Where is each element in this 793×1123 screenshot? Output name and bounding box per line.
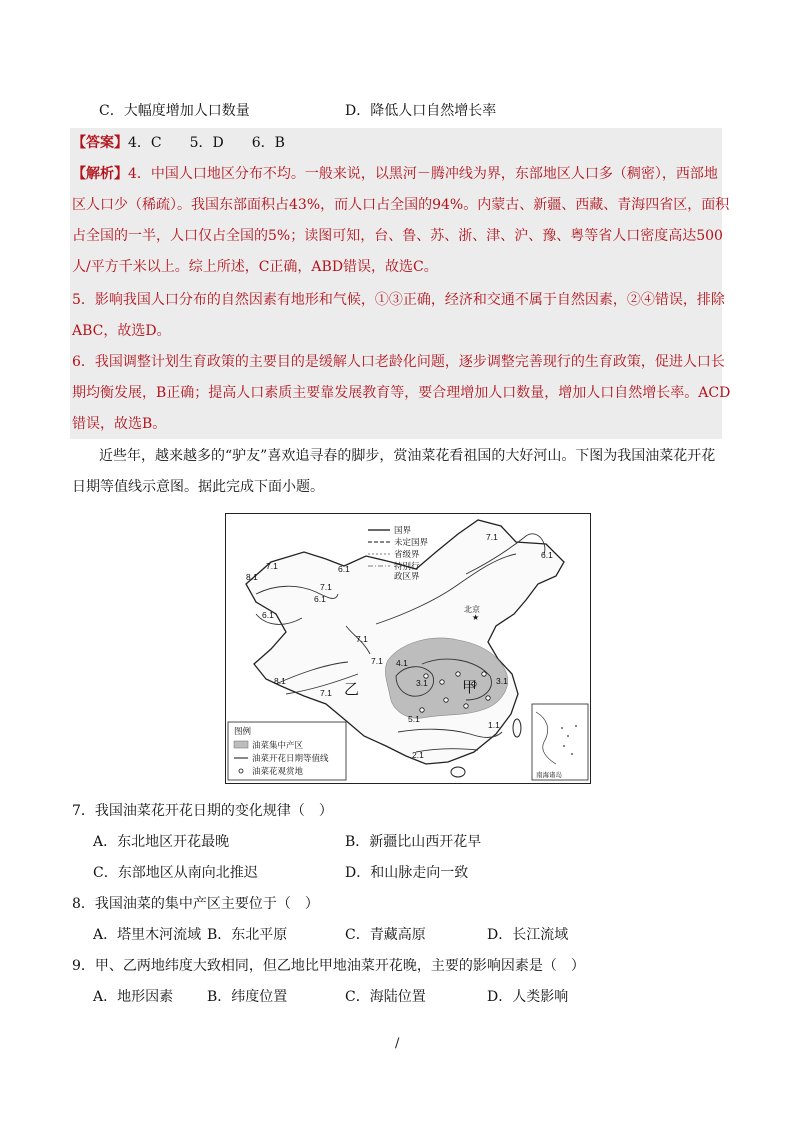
viewing-spot [440,680,444,684]
isoline-label: 8.1 [274,676,286,686]
viewing-spot [444,698,448,702]
analysis-p5-line2: ABC，故选D。 [72,323,171,339]
answer-tag: 【答案】 [72,135,128,151]
inset-island [567,735,569,737]
analysis-p5-line1: 5．影响我国人口分布的自然因素有地形和气候，①③正确，经济和交通不属于自然因素，②④错误，排除 [72,292,725,308]
analysis-tag: 【解析】 [72,166,128,182]
isoline-label: 8.1 [246,572,258,582]
viewing-spot [482,672,486,676]
question-9-stem: 9．甲、乙两地纬度大致相同，但乙地比甲地油菜开花晚，主要的影响因素是（ ） [72,958,585,974]
q9-option-d[interactable]: D．人类影响 [487,989,569,1005]
inset-island [575,725,577,727]
answer-line [72,128,285,158]
map-svg [226,514,590,783]
isoline-label: 7.1 [486,532,498,542]
intro-line-2: 日期等值线示意图。据此完成下面小题。 [72,479,324,495]
page-number: / [395,1036,400,1051]
inset-island [563,745,565,747]
label-yi: 乙 [344,680,360,698]
rapeseed-bloom-map [225,513,591,784]
q7-option-c[interactable]: C．东部地区从南向北推迟 [93,865,258,881]
viewing-spot [456,672,460,676]
analysis-p4-line2: 区人口少（稀疏）。我国东部面积占43%，而人口占全国的94%。内蒙古、新疆、西藏、青海四省区，面积 [72,197,730,213]
isoline-label: 2.1 [412,750,424,760]
inset-label: 南海诸岛 [536,772,562,779]
legend-production-area: 油菜集中产区 [252,740,304,750]
question-8-stem: 8．我国油菜的集中产区主要位于（ ） [72,896,319,912]
analysis-p4-line3: 占全国的一半，人口仅占全国的5%；读图可知，台、鲁、苏、浙、津、沪、豫、粤等省人口密度高达500 [72,228,723,244]
legend-special: 特别行 [394,561,420,571]
viewing-spot [420,708,424,712]
legend-provincial-border: 省级界 [394,549,420,559]
label-jia: 甲 [462,678,478,696]
isoline-label: 1.1 [488,720,500,730]
q8-option-b[interactable]: B．东北平原 [207,927,288,943]
question-7-stem: 7．我国油菜花开花日期的变化规律（ ） [72,803,333,819]
taiwan-island [513,719,521,737]
isoline-label: 6.1 [314,594,326,604]
isoline-label: 7.1 [266,561,278,571]
isoline-label: 3.1 [496,676,508,686]
hainan-island [451,767,465,777]
analysis-p4-line4: 人/平方千米以上。综上所述，C正确，ABD错误，故选C。 [72,259,438,275]
isoline-label: 7.1 [320,688,332,698]
beijing-label: 北京 [464,605,480,614]
q8-option-a[interactable]: A．塔里木河流域 [93,927,202,943]
isoline-label: 7.1 [371,656,383,666]
legend-swatch-area [234,741,248,748]
viewing-spot [424,674,428,678]
isoline-label: 3.1 [416,678,428,688]
option-d-top: D．降低人口自然增长率 [345,103,497,119]
viewing-spot [486,696,490,700]
isoline-label: 6.1 [541,550,553,560]
analysis-line-1 [72,159,718,189]
q8-option-d[interactable]: D．长江流域 [487,927,569,943]
inset-island [561,727,563,729]
isoline-label: 6.1 [262,610,274,620]
q7-option-a[interactable]: A．东北地区开花最晚 [93,834,230,850]
q9-option-b[interactable]: B．纬度位置 [207,989,288,1005]
legend-isoline: 油菜开花日期等值线 [252,753,329,763]
legend-viewing-spot: 油菜花观赏地 [252,766,304,776]
capital-star-icon: ★ [472,613,480,622]
analysis-p6-line3: 错误，故选B。 [72,416,167,432]
legend-national-border: 国界 [394,525,412,535]
q7-option-d[interactable]: D．和山脉走向一致 [345,865,469,881]
inset-island [571,753,573,755]
option-c-top: C．大幅度增加人口数量 [99,103,250,119]
q9-option-a[interactable]: A．地形因素 [93,989,174,1005]
analysis-p6-line1: 6．我国调整计划生育政策的主要目的是缓解人口老龄化问题，逐步调整完善现行的生育政策，促进人口长 [72,354,725,370]
q8-option-c[interactable]: C．青藏高原 [345,927,426,943]
isoline-label: 6.1 [338,564,350,574]
q7-option-b[interactable]: B．新疆比山西开花早 [345,834,482,850]
analysis-p4-line1: 4．中国人口地区分布不均。一般来说，以黑河－腾冲线为界，东部地区人口多（稠密），西部地 [128,166,718,182]
legend-undetermined-border: 未定国界 [394,537,429,547]
analysis-p6-line2: 期均衡发展，B正确；提高人口素质主要靠发展教育等，要合理增加人口数量，增加人口自然增长率。ACD [72,385,731,401]
isoline-label: 5.1 [408,714,420,724]
isoline-label: 7.1 [320,582,332,592]
legend-region-border: 政区界 [394,571,420,581]
isoline-label: 7.1 [356,634,368,644]
legend-swatch-spot [239,769,243,773]
answer-values: 4．C 5．D 6．B [128,135,285,151]
isoline-label: 4.1 [396,658,408,668]
intro-line-1: 近些年，越来越多的“驴友”喜欢追寻春的脚步，赏油菜花看祖国的大好河山。下图为我国油菜花开花 [99,448,716,464]
legend-title: 图例 [234,726,252,736]
viewing-spot [464,704,468,708]
q9-option-c[interactable]: C．海陆位置 [345,989,426,1005]
